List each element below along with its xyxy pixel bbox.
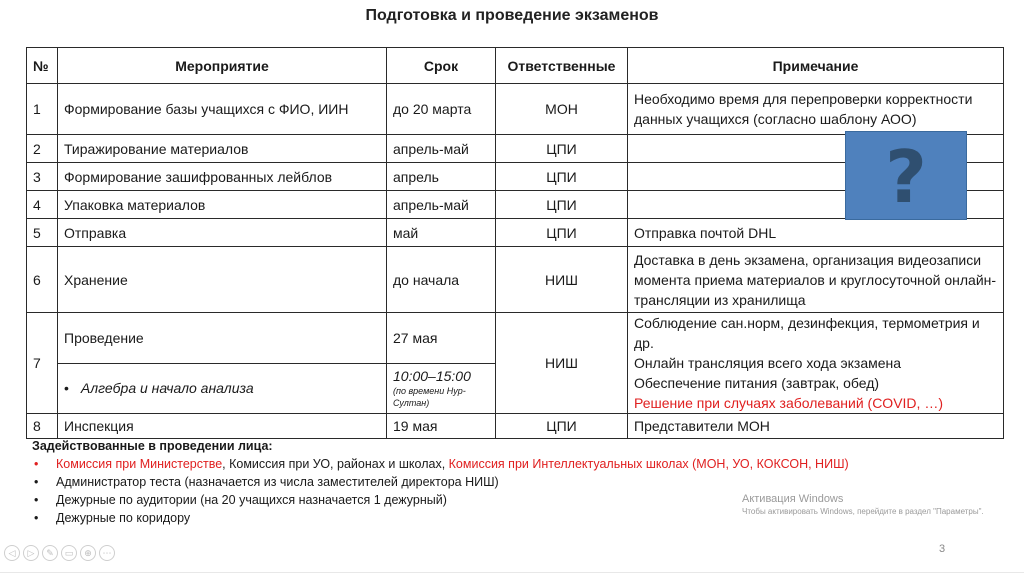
row-responsible: НИШ <box>496 313 628 414</box>
row-event: Упаковка материалов <box>58 191 387 219</box>
header-num: № <box>27 48 58 84</box>
row-note: Отправка почтой DHL <box>628 219 1004 247</box>
list-item: • Дежурные по коридору <box>32 509 849 527</box>
row-deadline: до 20 марта <box>387 84 496 135</box>
table-row <box>27 414 1004 439</box>
table-row <box>27 313 1004 364</box>
row-note <box>628 313 1004 414</box>
row-deadline: апрель <box>387 163 496 191</box>
sub-time-note: (по времени Нур-Султан) <box>393 386 466 409</box>
list-item: • Администратор теста (назначается из числа заместителей директора НИШ) <box>32 473 849 491</box>
list-item <box>32 455 849 473</box>
activation-hint: Чтобы активировать Windows, перейдите в раздел "Параметры". <box>742 507 984 516</box>
list-item: • Дежурные по аудитории (на 20 учащихся назначается 1 дежурный) <box>32 491 849 509</box>
bottom-divider <box>0 572 1024 573</box>
row-deadline: май <box>387 219 496 247</box>
commission-ministry: Комиссия при Министерстве <box>56 457 223 471</box>
row-deadline: апрель-май <box>387 191 496 219</box>
row-responsible: МОН <box>496 84 628 135</box>
next-icon[interactable]: ▷ <box>23 545 39 561</box>
row-responsible: ЦПИ <box>496 163 628 191</box>
row-event: Проведение <box>58 313 387 364</box>
header-event: Мероприятие <box>58 48 387 84</box>
row-deadline: 27 мая <box>387 313 496 364</box>
bullet: • <box>64 380 69 397</box>
note-line: Онлайн трансляция всего хода экзамена <box>634 355 902 371</box>
row-num: 1 <box>27 84 58 135</box>
activation-title: Активация Windows <box>742 493 844 505</box>
more-options-icon[interactable]: ⋯ <box>99 545 115 561</box>
row-responsible: ЦПИ <box>496 135 628 163</box>
row-note: Доставка в день экзамена, организация видеозаписи момента приема материалов и круглосуточной онлайн-трансляции из хранилища <box>628 247 1004 313</box>
note-line: Обеспечение питания (завтрак, обед) <box>634 375 880 391</box>
row-responsible: ЦПИ <box>496 191 628 219</box>
involved-persons <box>32 437 849 527</box>
slide-title: Подготовка и проведение экзаменов <box>365 7 659 24</box>
row-num: 5 <box>27 219 58 247</box>
slides-icon[interactable]: ▭ <box>61 545 77 561</box>
row-event: Инспекция <box>58 414 387 439</box>
row-num: 2 <box>27 135 58 163</box>
header-responsible: Ответственные <box>496 48 628 84</box>
pen-icon[interactable]: ✎ <box>42 545 58 561</box>
row-deadline: до начала <box>387 247 496 313</box>
row-sub-time <box>387 363 496 414</box>
slide-number: 3 <box>939 543 946 555</box>
note-line: Соблюдение сан.норм, дезинфекция, термометрия и др. <box>634 315 980 351</box>
row-event: Формирование базы учащихся с ФИО, ИИН <box>58 84 387 135</box>
table-row <box>27 84 1004 135</box>
header-note: Примечание <box>628 48 1004 84</box>
row-sub-event <box>58 363 387 414</box>
commission-nis: Комиссия при Интеллектуальных школах (МОН, УО, КОКСОН, НИШ) <box>448 457 849 471</box>
row-responsible: ЦПИ <box>496 219 628 247</box>
row-deadline: апрель-май <box>387 135 496 163</box>
row-responsible: ЦПИ <box>496 414 628 439</box>
row-num: 7 <box>27 313 58 414</box>
slideshow-controls <box>4 545 115 561</box>
question-mark-icon <box>876 140 936 212</box>
row-deadline: 19 мая <box>387 414 496 439</box>
note-line-red: Решение при случаях заболеваний (COVID, …) <box>634 395 943 411</box>
zoom-icon[interactable]: ⊕ <box>80 545 96 561</box>
table-row <box>27 247 1004 313</box>
table-row <box>27 219 1004 247</box>
row-event: Хранение <box>58 247 387 313</box>
row-num: 4 <box>27 191 58 219</box>
row-responsible: НИШ <box>496 247 628 313</box>
row-note: Представители МОН <box>628 414 1004 439</box>
persons-heading: Задействованные в проведении лица: <box>32 439 273 453</box>
row-num: 3 <box>27 163 58 191</box>
exam-schedule-table <box>26 47 1004 439</box>
commission-local: , Комиссия при УО, районах и школах, <box>222 457 449 471</box>
question-mark-box <box>845 131 967 220</box>
table-header-row <box>27 48 1004 84</box>
row-event: Отправка <box>58 219 387 247</box>
prev-icon[interactable]: ◁ <box>4 545 20 561</box>
header-deadline: Срок <box>387 48 496 84</box>
row-num: 8 <box>27 414 58 439</box>
windows-activation-watermark <box>742 493 984 517</box>
row-num: 6 <box>27 247 58 313</box>
persons-list <box>32 455 849 527</box>
row-event: Формирование зашифрованных лейблов <box>58 163 387 191</box>
sub-time: 10:00–15:00 <box>393 368 471 385</box>
sub-event-label: Алгебра и начало анализа <box>80 380 254 397</box>
row-event: Тиражирование материалов <box>58 135 387 163</box>
row-note: Необходимо время для перепроверки корректности данных учащихся (согласно шаблону АОО) <box>628 84 1004 135</box>
question-mark-glyph: ? <box>885 139 927 212</box>
